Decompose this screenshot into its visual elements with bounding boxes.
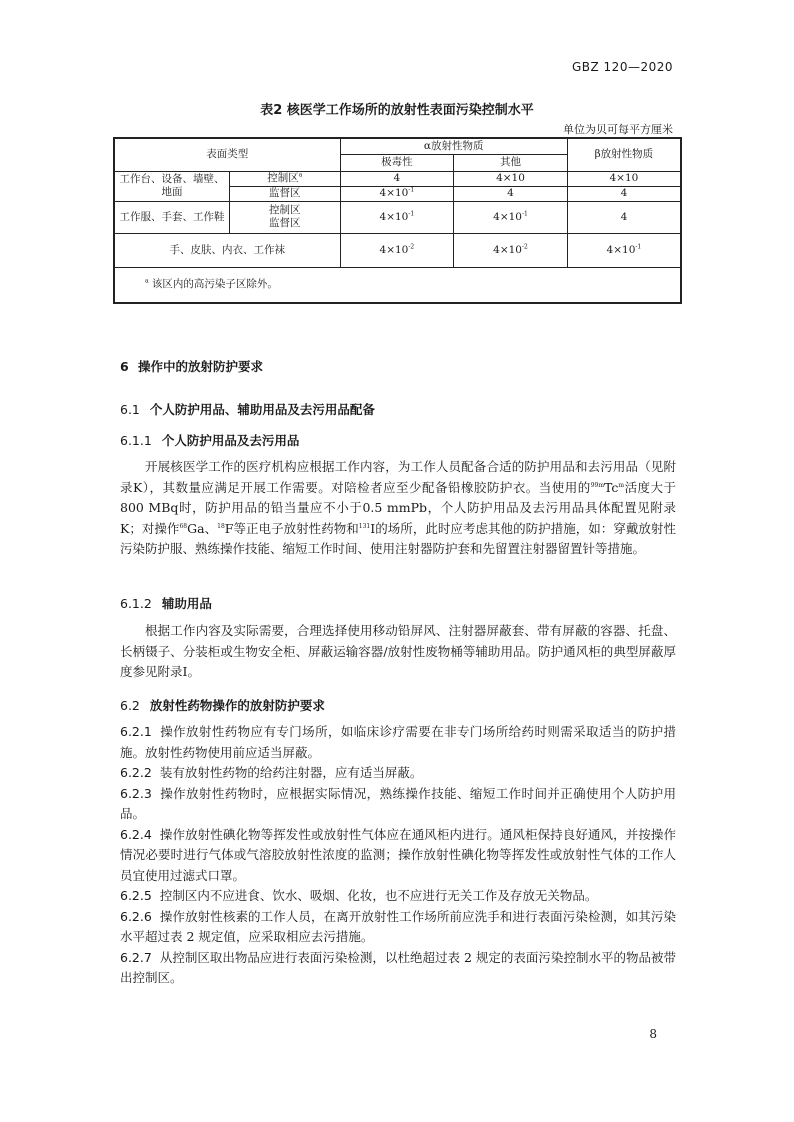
row1b-beta: 4 (567, 186, 681, 201)
clause-6-2-1: 6.2.1 操作放射性药物应有专门场所，如临床诊疗需要在非专门场所给药时则需采取适当的防护措施。放射性药物使用前应适当屏蔽。 (120, 724, 676, 760)
table-title: 表2 核医学工作场所的放射性表面污染控制水平 (260, 103, 534, 118)
clause-6-2-2: 6.2.2 装有放射性药物的给药注射器，应有适当屏蔽。 (120, 765, 423, 780)
row2-type: 工作服、手套、工作鞋 (114, 201, 230, 233)
row2-beta: 4 (567, 201, 681, 233)
clause-6-2-5: 6.2.5 控制区内不应进食、饮水、吸烟、化妆，也不应进行无关工作及存放无关物品。 (120, 888, 598, 903)
head-highly-toxic: 极毒性 (340, 154, 454, 171)
section-6-2-clauses (120, 722, 676, 989)
page-number: 8 (649, 1027, 657, 1041)
head-beta: β放射性物质 (567, 138, 681, 171)
row1a-zone: 控制区$^a$ (230, 171, 341, 186)
head-alpha: α放射性物质 (340, 138, 567, 154)
row3-type: 手、皮肤、内衣、工作袜 (114, 233, 340, 267)
table-unit: 单位为贝可每平方厘米 (563, 123, 673, 136)
clause-6-2-6: 6.2.6 操作放射性核素的工作人员，在离开放射性工作场所前应洗手和进行表面污染检测，如其污染水平超过表 2 规定值，应采取相应去污措施。 (120, 908, 676, 944)
section-6-1-1-heading: 6.1.1 个人防护用品及去污用品 (120, 433, 300, 448)
row1-type: 工作台、设备、墙壁、地面 (114, 171, 230, 201)
row3-other: $4\times 10^{-2}$ (454, 233, 568, 267)
clause-6-2-4: 6.2.4 操作放射性碘化物等挥发性或放射性气体应在通风柜内进行。通风柜保持良好通风，并按操作情况必要时进行气体或气溶胶放射性浓度的监测；操作放射性碘化物等挥发性或放射性气体的工作人员宜使用过滤式口罩。 (120, 826, 676, 883)
row3-toxic: $4\times 10^{-2}$ (340, 233, 454, 267)
section-6-2-heading: 6.2 放射性药物操作的放射防护要求 (120, 698, 325, 713)
table-footnote: $^a$ 该区内的高污染子区除外。 (114, 267, 681, 303)
row1b-other: 4 (454, 186, 568, 201)
contamination-table (113, 137, 682, 304)
row2-other: $4\times 10^{-1}$ (454, 201, 568, 233)
row1a-toxic: 4 (340, 171, 454, 186)
section-6-1-2-heading: 6.1.2 辅助用品 (120, 596, 212, 611)
head-surface-type: 表面类型 (114, 138, 340, 171)
section-6-1-1-paragraph: 开展核医学工作的医疗机构应根据工作内容，为工作人员配备合适的防护用品和去污用品（见附录K），其数量应满足开展工作需要。对陪检者应至少配备铅橡胶防护衣。当使用的$^{99m}$Tc$^m$活度大于800 MBq时，防护用品的铅当量应不小于0.5 mmPb，个人防护用品及去污用品具体配置见附录K；对操作$^{68}$Ga、$^{18}$F等正电子放射性药物和$^{131}$I的场所，此时应考虑其他的防护措施，如：穿戴放射性污染防护服、熟练操作技能、缩短工作时间、使用注射器防护套和先留置注射器留置针等措施。 (120, 459, 676, 556)
clause-6-2-3: 6.2.3 操作放射性药物时，应根据实际情况，熟练操作技能、缩短工作时间并正确使用个人防护用品。 (120, 785, 676, 821)
row1a-beta: 4×10 (567, 171, 681, 186)
row2-toxic: $4\times 10^{-1}$ (340, 201, 454, 233)
section-6-heading: 6 操作中的放射防护要求 (120, 359, 264, 374)
row1b-zone: 监督区 (230, 186, 341, 201)
row2-zone: 控制区 监督区 (230, 201, 341, 233)
head-other: 其他 (454, 154, 568, 171)
row1a-other: 4×10 (454, 171, 568, 186)
standard-code: GBZ 120—2020 (571, 60, 673, 74)
row3-beta: $4\times 10^{-1}$ (567, 233, 681, 267)
section-6-1-heading: 6.1 个人防护用品、辅助用品及去污用品配备 (120, 402, 375, 417)
row1b-toxic: $4\times 10^{-1}$ (340, 186, 454, 201)
clause-6-2-7: 6.2.7 从控制区取出物品应进行表面污染检测，以杜绝超过表 2 规定的表面污染控制水平的物品被带出控制区。 (120, 949, 676, 985)
section-6-1-2-paragraph: 根据工作内容及实际需要，合理选择使用移动铅屏风、注射器屏蔽套、带有屏蔽的容器、托盘、长柄镊子、分装柜或生物安全柜、屏蔽运输容器/放射性废物桶等辅助用品。防护通风柜的典型屏蔽厚度参见附录I。 (120, 623, 676, 679)
